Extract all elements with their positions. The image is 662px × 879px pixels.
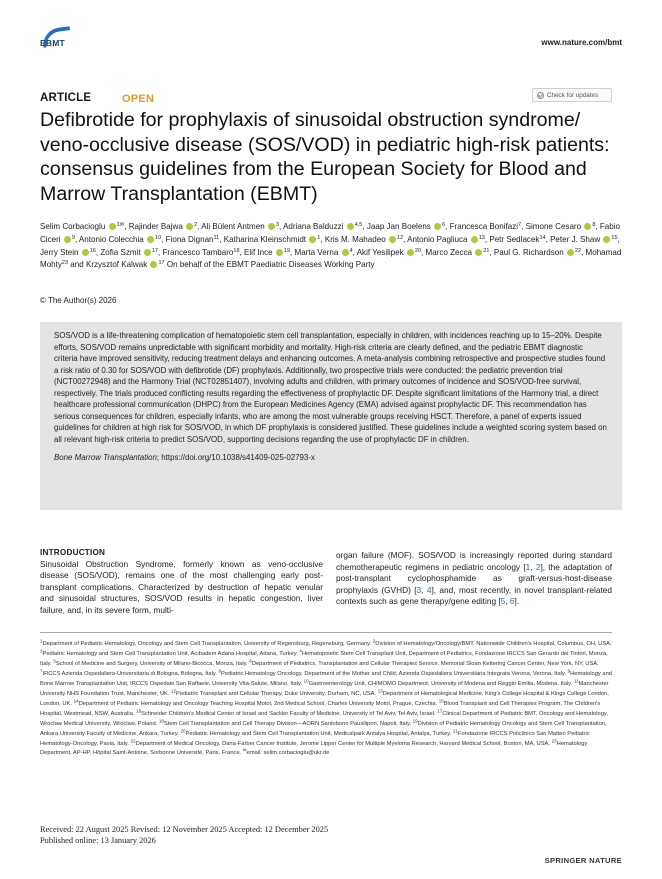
affiliation-text: Clinical Department of Pediatric BMT, Oncology and Hematology, Wroclaw Medical University, Wroclaw, Poland. [40, 710, 608, 727]
affiliation-text: Division of Hematology/Oncology/BMT, Nationwide Children's Hospital, Columbus, OH, USA. [375, 641, 612, 647]
publisher-logo: SPRINGER NATURE [544, 856, 622, 865]
doi-link[interactable]: ; https://doi.org/10.1038/s41409-025-02793-x [156, 453, 315, 463]
affiliations [40, 640, 612, 759]
affiliation-text: Manchester University NHS Foundation Trust, Manchester, UK. [40, 680, 609, 697]
affiliation-text: Pediatric Transplant and Cellular Therapy, Duke University, Durham, NC, USA. [176, 690, 378, 697]
author-affiliation-mark: 6 [442, 222, 446, 228]
affiliation-text: Fondazione IRCCS Policlinico San Matteo Pediatric Hematology-Oncology, Pavia, Italy. [40, 730, 590, 747]
affiliation-text: Stem Cell Transplantation and Cell Therapy Division—AORN Santobono Pausilipon, Napoli, Italy. [163, 720, 413, 727]
affiliation-text: Gastroenterology Unit, CHIMOMO Department, University of Modena and Reggio Emilia, Modena, Italy. [308, 680, 574, 687]
affiliation-text: Department of Pediatrics, Transplantation and Cellular Therapies Service, Memorial Sloan Kettering Cancer Center, New York, NY, USA. [251, 660, 599, 667]
orcid-icon[interactable] [64, 236, 71, 243]
affiliation-text: Department of Pediatric Hematology, Oncology and Stem Cell Transplantation, University of Regensburg, Regensburg, Germany. [42, 641, 373, 647]
check-updates-icon [537, 92, 544, 99]
author-name[interactable] [367, 222, 445, 231]
check-for-updates-button[interactable] [532, 88, 612, 102]
author-affiliation-mark: 1✉ [116, 222, 125, 228]
orcid-icon[interactable] [347, 223, 354, 230]
author-name-text: Fabio Ciceri [40, 222, 621, 244]
author-affiliation-mark: 13 [478, 234, 485, 241]
intro-right-text-a: organ failure (MOF). SOS/VOD is increasingly reported during standard chemotherapeutic regimens in pediatric oncology [ [336, 550, 612, 572]
affiliation-number: 20 [180, 728, 186, 734]
author-name-text: Antonio Colecchia [78, 234, 144, 244]
author-name-text: Ali Bülent Antmen [201, 222, 265, 231]
author-name[interactable] [526, 222, 596, 231]
author-name-text: Mohamad Mohty [40, 247, 622, 270]
author-affiliation-mark: 14 [539, 234, 546, 241]
author-name-text: Antonio Pagliuca [407, 234, 468, 244]
affiliation-number: 19 [412, 718, 418, 724]
affiliation-number: ✉ [242, 747, 247, 753]
author-name[interactable] [224, 235, 321, 244]
orcid-icon[interactable] [389, 236, 396, 243]
affiliation-text: Pediatric Hematology Oncology, Department of the Mother and Child, Azienda Ospedaliera Universitaria Integrata Verona, Verona, Italy. [221, 670, 568, 677]
authors-behalf: On behalf of the EBMT Paediatric Diseases Working Party [166, 260, 375, 270]
footnote-divider [40, 632, 612, 633]
author-affiliation-mark: 21 [483, 247, 490, 254]
author-name[interactable] [325, 235, 403, 244]
author-name[interactable] [162, 248, 239, 257]
author-name[interactable] [283, 222, 362, 231]
intro-right-text-c: ], and, most recently, in novel transplant-related contexts such as gene therapy/gene editing [ [336, 584, 612, 606]
author-affiliation-mark: 4,5 [354, 222, 363, 228]
author-affiliation-mark: 20 [414, 247, 422, 254]
author-name-text: Petr Sedlacek [489, 234, 540, 244]
author-name-text: Marco Zecca [425, 247, 473, 257]
open-access-label: OPEN [122, 93, 154, 105]
author-name[interactable] [166, 235, 220, 244]
author-name[interactable] [86, 260, 165, 269]
orcid-icon[interactable] [268, 223, 275, 230]
orcid-icon[interactable] [407, 249, 414, 256]
orcid-icon[interactable] [471, 236, 478, 243]
affiliation-number: 10 [303, 678, 309, 684]
affiliation-text: Hematology Department, AP-HP, Hôpital Saint-Antoine, Sorbonne Université, Paris, France. [40, 740, 588, 757]
ref-link[interactable]: 6 [509, 596, 515, 606]
author-name-text: Simone Cesaro [525, 222, 582, 231]
affiliation-number: 2 [372, 638, 376, 644]
author-name[interactable] [201, 222, 279, 231]
orcid-icon[interactable] [109, 223, 116, 230]
affiliation-number: 8 [218, 668, 222, 674]
affiliation-text: Department of Hematological Medicine, King's College Hospital & Kings College London, London, UK. [40, 690, 609, 707]
ref-sep: , [530, 561, 536, 572]
affiliation-text: Hematology and Bone Marrow Transplantation Unit, IRCCS Ospedale San Raffaele, University Vita-Salute, Milano, Italy. [40, 670, 612, 687]
intro-left-column [40, 547, 323, 616]
author-name[interactable] [489, 235, 545, 244]
author-name[interactable] [40, 222, 124, 231]
affiliation-text: Department of Medical Oncology, Dana-Farber Cancer Institute, Jerome Lipper Center for Multiple Myeloma Research, Harvard Medical School, Boston, MA, USA. [135, 740, 552, 747]
article-title: Defibrotide for prophylaxis of sinusoidal obstruction syndrome/ veno-occlusive disease (SOS/VOD) in pediatric high-risk patients: consensus guidelines from the European Society for Blood and Marrow Transplantation (EBMT) [40, 109, 610, 205]
copyright: © The Author(s) 2026 [40, 296, 117, 305]
author-affiliation-mark: 16 [89, 247, 96, 254]
author-name-text: Selim Corbacioglu [40, 222, 106, 231]
author-affiliation-mark: 9 [71, 234, 75, 241]
author-name[interactable] [550, 235, 617, 244]
ref-link[interactable]: 5 [500, 596, 506, 606]
orcid-icon[interactable] [276, 249, 283, 256]
affiliation-number: 6 [249, 658, 252, 664]
author-affiliation-mark: 23 [61, 260, 69, 267]
ref-link[interactable]: 4 [426, 584, 432, 595]
orcid-icon[interactable] [342, 249, 349, 256]
author-name[interactable] [244, 248, 290, 257]
orcid-icon[interactable] [309, 236, 316, 243]
orcid-icon[interactable] [82, 249, 89, 256]
intro-left-text: Sinusoidal Obstruction Syndrome, formerly known as veno-occlusive disease (SOS/VOD), remains one of the most challenging early post-transplant complications. Characterized by destruction of hepatic venular and sinusoidal structures, SOS/VOD results in hepatic congestion, liver failure, and, in its severe form, multi- [40, 558, 323, 615]
author-name[interactable] [407, 235, 485, 244]
affiliation-number: 7 [40, 668, 43, 674]
author-name-text: Zofia Szmit [100, 247, 141, 257]
article-type-label: ARTICLE [40, 92, 92, 104]
author-affiliation-mark: 17 [151, 247, 158, 254]
author-name-text: Jerry Stein [40, 247, 79, 257]
affiliation-number: 13 [377, 688, 383, 694]
orcid-icon[interactable] [434, 223, 441, 230]
ref-link[interactable]: 3 [416, 584, 422, 595]
author-name[interactable] [129, 222, 197, 231]
affiliation-number: 21 [452, 728, 458, 734]
ebmt-logo [40, 28, 80, 50]
author-name[interactable] [357, 248, 421, 257]
author-affiliation-mark: 17 [158, 260, 165, 267]
affiliation-text: Blood Transplant and Cell Therapies Program, The Children's Hospital, Westmead, NSW, Australia. [40, 700, 601, 717]
author-affiliation-mark: 1 [317, 234, 321, 241]
author-name-text: Krzysztof Kalwak [85, 260, 148, 270]
affiliation-number: 9 [567, 668, 571, 674]
author-affiliation-mark: 4 [349, 247, 353, 254]
received-dates: Received: 22 August 2025 Revised: 12 November 2025 Accepted: 12 December 2025 [40, 825, 329, 834]
ref-sep: , [505, 596, 510, 606]
author-name-text: Peter J. Shaw [550, 234, 601, 244]
author-affiliation-mark: 11 [213, 234, 220, 241]
affiliation-number: 15 [438, 698, 444, 704]
orcid-icon[interactable] [150, 261, 157, 268]
abstract-citation [54, 453, 608, 462]
affiliation-text: Division of Pediatric Hematology Oncology and Stem Cell Transplantation, Ankara University Faculty of Medicine, Ankara, Turkey. [40, 720, 607, 737]
author-name-text: Francesco Tambaro [162, 247, 234, 257]
author-name-text: Katharina Kleinschmidt [223, 234, 307, 244]
affiliation-number: 18 [158, 718, 164, 724]
author-list: Selim Corbacioglu $^{1✉}$, Rajinder Bajwa $^2$, Ali Bülent Antmen $^3$, Adriana Balduzzi $^{4,5}$, Jaap Jan Boelens $^6$, Francesca Bonifazi$^7$, Simone Cesaro $^8$, Fabio Ciceri $^9$, Antonio Colecchia $^{10}$, Fiona Dignan$^{11}$, Katharina Kleinschmidt $^1$, Kris M. Mahadeo $^{12}$, Antonio Pagliuca $^{13}$, Petr Sedlacek$^{14}$, Peter J. Shaw $^{15}$, Jerry Stein $^{16}$, Zofia Szmit $^{17}$, Francesco Tambaro$^{18}$, Elif Ince $^{19}$, Marta Verna $^4$, Akif Yesilipek $^{20}$, Marco Zecca $^{21}$, Paul G. Richardson $^{22}$, Mohamad Mohty$^{23}$ and Krzysztof Kalwak $^{17}$ On behalf of the EBMT Paediatric Diseases Working Party [40, 222, 622, 270]
author-name-text: Francesca Bonifazi [449, 222, 519, 231]
abstract-text: SOS/VOD is a life-threatening complication of hematopoietic stem cell transplantation, especially in children, with incidences reaching up to 15–20%. Despite efforts, SOS/VOD remains unpredictable with significant morbidity and mortality. High-risk criteria are clearly defined, and the pediatric EBMT diagnostic criteria have improved sensitivity, reducing treatment delays and enhancing outcomes. A meta-analysis combining retrospective and prospective studies found a risk ratio of 0.30 for SOS/VOD with defibrotide (DF) prophylaxis. Additionally, two prospective trials were conducted: the pediatric prevention trial (NCT00272948) and the Harmony Trial (NCT02851407), involving adults and children, with primary outcomes of incidence and SOS/VOD-free survival, respectively. The trials produced conflicting results regarding the effectiveness of prophylactic DF. Despite significant limitations of the Harmony trial, a direct healthcare professional communication (DHPC) from the European Medicines Agency (EMA) advised against prophylactic DF. This recommendation has serious consequences for children, especially infants, who are among the most vulnerable groups receiving HSCT. Therefore, a panel of experts issued guidelines for children at high risk for SOS/VOD, in which DF prophylaxis is considered justified. These guidelines include a weighted scoring system based on all relevant high-risk criteria to predict SOS/VOD, supporting decisions regarding the use of prophylactic DF in children. [54, 331, 607, 444]
author-name-text: Adriana Balduzzi [283, 222, 344, 231]
affiliation-text: Pediatric Hematology and Stem Cell Transplantation Unit, Acıbadem Adana Hospital, Adana, Turkey. [42, 650, 300, 657]
affiliation-number: 16 [136, 708, 142, 714]
orcid-icon[interactable] [144, 249, 151, 256]
author-name[interactable] [100, 248, 158, 257]
affiliation-number: 11 [573, 678, 579, 684]
affiliation-number: 14 [73, 698, 79, 704]
affiliation-number: 1 [40, 638, 43, 644]
author-affiliation-mark: 7 [518, 222, 522, 228]
ref-link[interactable]: 2 [535, 561, 541, 572]
ref-link[interactable]: 1 [525, 561, 531, 572]
author-name-text: Rajinder Bajwa [128, 222, 183, 231]
author-name[interactable] [450, 222, 522, 231]
orcid-icon[interactable] [147, 236, 154, 243]
orcid-icon[interactable] [603, 236, 610, 243]
check-updates-label: Check for updates [547, 91, 599, 99]
author-affiliation-mark: 10 [155, 234, 162, 241]
affiliation-number: 22 [130, 738, 136, 744]
abstract-box [40, 322, 622, 510]
author-name-text: Marta Verna [294, 247, 339, 257]
journal-name: Bone Marrow Transplantation [54, 453, 157, 463]
logo-text: EBMT [40, 38, 65, 48]
orcid-icon[interactable] [567, 249, 574, 256]
affiliation-text: Schneider Children's Medical Center of Israel and Sackler Faculty of Medicine, University of Tel Aviv, Tel Aviv, Israel. [141, 710, 438, 717]
ref-sep: , [421, 584, 427, 595]
intro-right-text-b: ], the adaptation of post-transplant cyclophosphamide as graft-versus-host-disease prophylaxis (GVHD) [ [336, 561, 612, 595]
author-affiliation-mark: 15 [611, 234, 618, 241]
affiliation-text: IRCCS Azienda Ospedaliera-Universitaria di Bologna, Bologna, Italy. [42, 670, 219, 677]
intro-heading: INTRODUCTION [40, 548, 106, 557]
orcid-icon[interactable] [475, 249, 482, 256]
affiliation-text: Hematopoietic Stem Cell Transplant Unit, Department of Pediatrics, Fondazione IRCCS San Gerardo dei Tintori, Monza, Italy. [40, 650, 608, 667]
published-date: Published online: 13 January 2026 [40, 835, 156, 845]
author-affiliation-mark: 19 [283, 247, 291, 254]
author-affiliation-mark: 8 [592, 222, 596, 228]
author-affiliation-mark: 18 [233, 247, 240, 254]
journal-url[interactable]: www.nature.com/bmt [541, 38, 622, 47]
author-name-text: Fiona Dignan [165, 234, 214, 244]
author-name[interactable] [79, 235, 161, 244]
affiliation-text: School of Medicine and Surgery, University of Milano-Bicocca, Monza, Italy. [55, 660, 250, 667]
affiliation-text: email: selim.corbacioglu@ukr.de [246, 750, 330, 757]
author-name-text: Paul G. Richardson [493, 247, 564, 257]
affiliation-text: Pediatric Hematology and Stem Cell Transplantation Unit, Medicalpark Antalya Hospital, Antalya, Turkey. [185, 730, 453, 737]
author-affiliation-mark: 3 [275, 222, 280, 228]
author-name[interactable] [494, 248, 581, 257]
affiliation-text: Department of Pediatric Hematology and Oncology Teaching Hospital Motol, 2nd Medical School, Charles University Motol, Prague, Czechia. [78, 700, 439, 707]
affiliation-number: 17 [437, 708, 443, 714]
affiliation-number: 23 [551, 738, 557, 744]
author-name-text: Elif Ince [244, 247, 273, 257]
affiliation-number: 12 [171, 688, 177, 694]
affiliation-number: 3 [40, 648, 43, 654]
orcid-icon[interactable] [584, 223, 591, 230]
author-name[interactable] [40, 248, 96, 257]
author-name[interactable] [426, 248, 490, 257]
intro-right-text-d: ]. [514, 596, 520, 606]
publication-dates [40, 825, 328, 846]
author-affiliation-mark: 2 [194, 222, 198, 228]
author-affiliation-mark: 22 [574, 247, 582, 254]
orcid-icon[interactable] [186, 223, 193, 230]
author-name[interactable] [295, 248, 353, 257]
intro-right-column [336, 550, 612, 608]
affiliation-number: 4 [299, 648, 302, 654]
author-name-text: Akif Yesilipek [356, 247, 404, 257]
affiliation-number: 5 [53, 658, 56, 664]
author-name-text: Jaap Jan Boelens [366, 222, 431, 231]
author-name-text: Kris M. Mahadeo [324, 234, 386, 244]
author-affiliation-mark: 12 [396, 234, 404, 241]
